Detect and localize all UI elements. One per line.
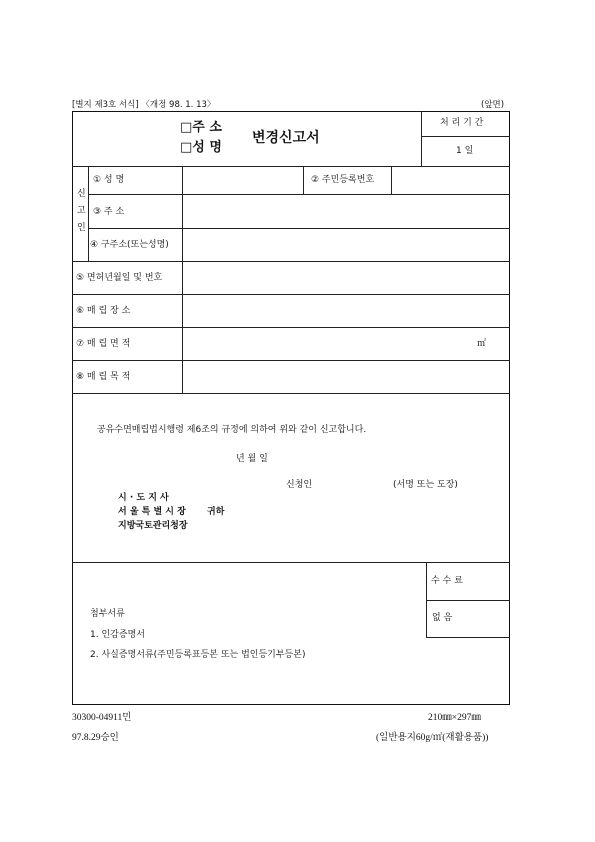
recipient-governor: 시 · 도 지 사 — [118, 493, 169, 503]
attachment-item-1: 1. 인감증명서 — [90, 630, 145, 640]
approval-date: 97.8.29승인 — [72, 733, 119, 743]
applicant-char-2: 고 — [77, 206, 86, 216]
purpose-field[interactable] — [185, 362, 507, 391]
row-line — [72, 562, 510, 563]
license-label: ⑤ 면허년월일 및 번호 — [76, 273, 163, 283]
row-line — [72, 261, 510, 262]
title-option-address: □주 소 — [180, 120, 222, 135]
old-address-label: ④ 구주소(또는성명) — [90, 240, 169, 250]
row-line — [72, 327, 510, 328]
row-line — [88, 194, 510, 195]
form-code: 30300-04911민 — [72, 713, 132, 723]
fee-label: 수 수 료 — [431, 576, 463, 586]
old-address-field[interactable] — [185, 230, 507, 259]
recipient-seoul-mayor: 서 울 특 별 시 장 — [118, 507, 186, 517]
address-label: ③ 주 소 — [93, 207, 125, 217]
applicant-label: 신청인 — [286, 480, 313, 490]
declaration-date: 년 월 일 — [236, 454, 268, 464]
site-label: ⑥ 매 립 장 소 — [76, 306, 131, 316]
processing-period-label: 처 리 기 간 — [440, 118, 484, 128]
area-field[interactable] — [185, 329, 475, 358]
row-line — [72, 166, 510, 167]
address-field[interactable] — [185, 196, 507, 226]
name-label: ① 성 명 — [93, 175, 125, 185]
paper-spec: (일반용지60g/㎡(재활용품)) — [376, 733, 489, 743]
page-side-label: (앞면) — [481, 100, 505, 110]
rrn-label: ② 주민등록번호 — [311, 175, 375, 185]
row-line — [72, 360, 510, 361]
recipient-honorific: 귀하 — [207, 507, 225, 517]
name-field[interactable] — [185, 168, 300, 192]
title-option-name: □성 명 — [180, 140, 222, 155]
site-field[interactable] — [185, 296, 507, 325]
attachments-title: 첨부서류 — [90, 609, 125, 619]
row-line — [88, 228, 510, 229]
row-line — [72, 393, 510, 394]
declaration-statement: 공유수면매립법시행령 제6조의 규정에 의하여 위와 같이 신고합니다. — [97, 425, 367, 435]
rrn-label-divider — [391, 166, 392, 194]
attachment-item-2: 2. 사실증명서류(주민등록표등본 또는 법인등기부등본) — [90, 650, 306, 660]
name-rrn-divider — [303, 166, 304, 194]
label-divider — [182, 166, 183, 393]
group-divider — [88, 166, 89, 261]
paper-size: 210㎜×297㎜ — [428, 713, 481, 723]
form-reference: [별지 제3호 서식] 〈개정 98. 1. 13〉 — [72, 100, 216, 110]
recipient-land-office: 지방국토관리청장 — [118, 521, 188, 531]
fee-value: 없 음 — [432, 613, 453, 623]
area-unit: ㎡ — [477, 339, 487, 349]
license-field[interactable] — [185, 263, 507, 292]
purpose-label: ⑧ 매 립 목 적 — [76, 372, 131, 382]
signature-label: (서명 또는 도장) — [393, 480, 458, 490]
applicant-char-3: 인 — [77, 223, 86, 233]
processing-period-value: 1 일 — [456, 146, 474, 156]
title-divider — [421, 111, 422, 166]
form-title: 변경신고서 — [252, 130, 320, 146]
row-line — [72, 294, 510, 295]
processing-divider — [421, 136, 510, 137]
applicant-char-1: 신 — [77, 189, 86, 199]
area-label: ⑦ 매 립 면 적 — [76, 339, 131, 349]
fee-box-divider — [426, 600, 510, 601]
rrn-field[interactable] — [394, 168, 507, 192]
fee-box-bottom — [426, 637, 510, 638]
